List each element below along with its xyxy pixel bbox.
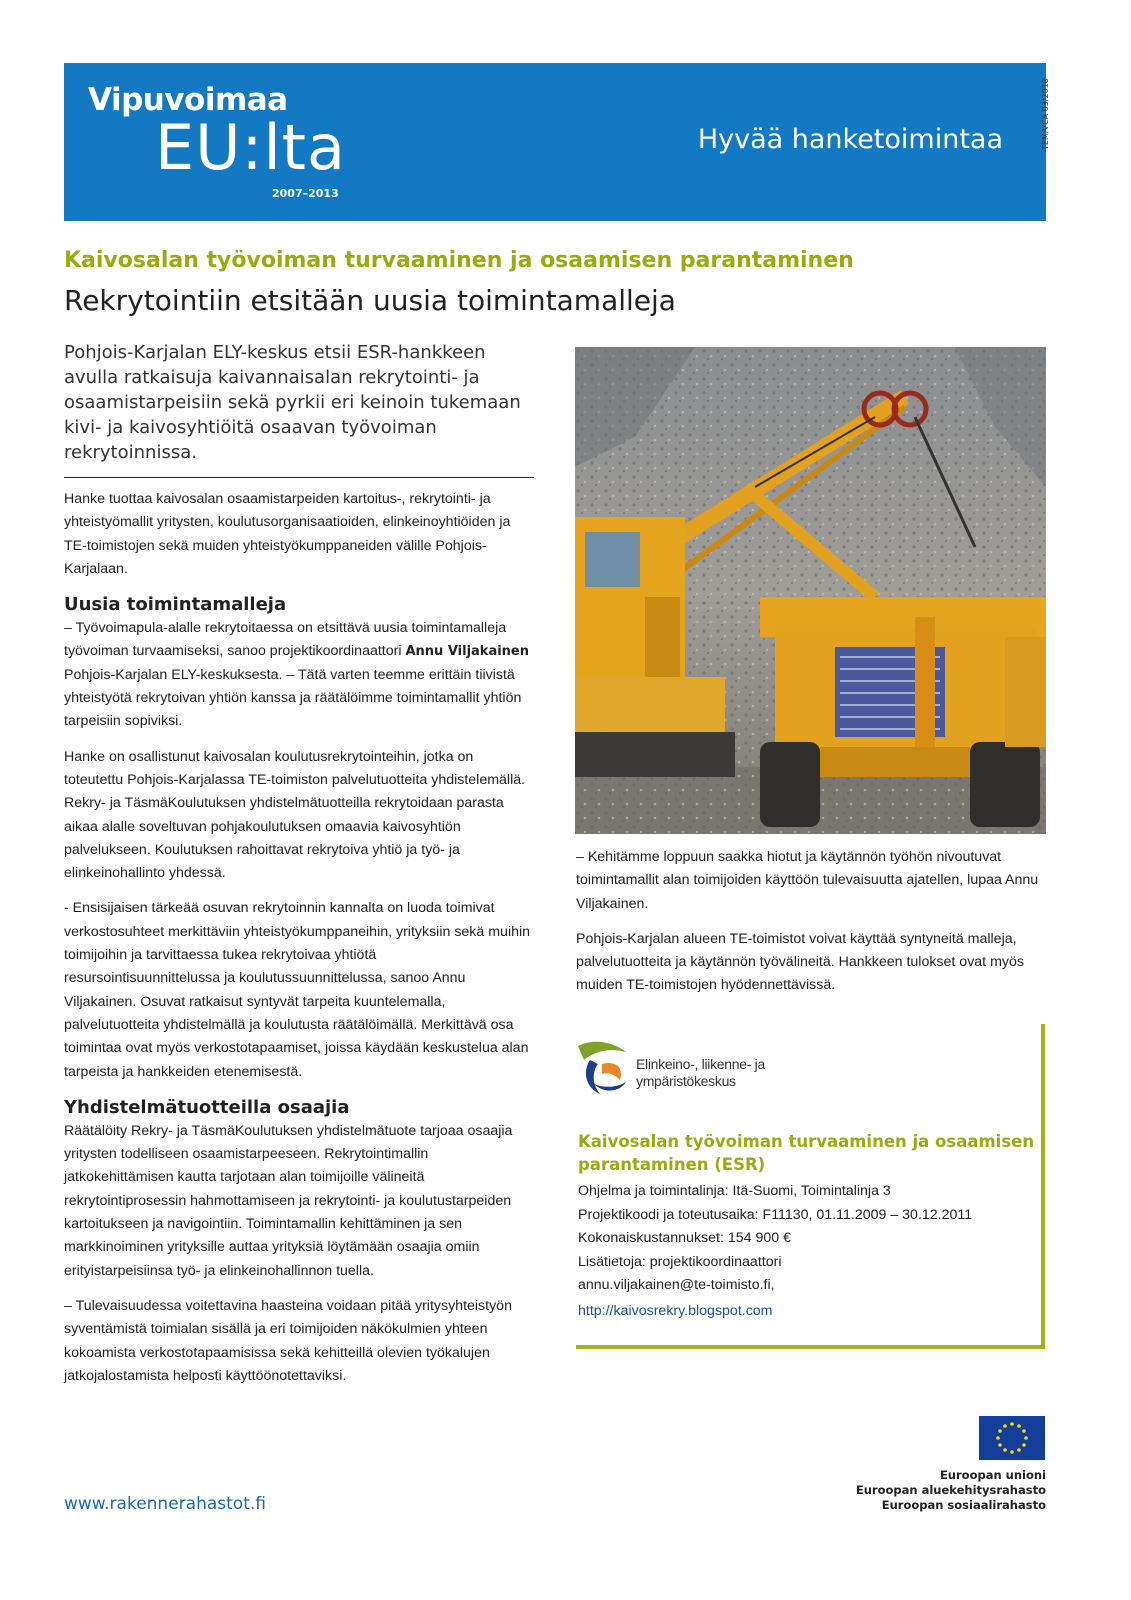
paragraph: Hanke on osallistunut kaivosalan koulutusrekrytointeihin, jotka on toteutettu Pohjois-Karjalassa TE-toimiston palvelutuotteita yhdistelemällä. Rekry- ja TäsmäKoulutuksen yhdistelmätuotteilla rekrytoidaan parasta aikaa alalle soveltuvan pohjakoulutuksen omaavia kaivosyhtiön palvelukseen. Koulutuksen rahoittavat rekrytoiva yhtiö ja työ- ja elinkeinohallinto yhdessä. [64, 748, 526, 882]
info-program: Ohjelma ja toimintalinja: Itä-Suomi, Toimintalinja 3 [578, 1183, 891, 1199]
section-heading: Uusia toimintamalleja [64, 594, 287, 616]
logo-vipuvoimaa: Vipuvoimaa [88, 82, 288, 118]
article-lead: Pohjois-Karjalan ELY-keskus etsii ESR-hankkeen avulla ratkaisuja kaivannaisalan rekrytointi- ja osaamistarpeisiin sekä pyrkii eri keinoin tukemaan kivi- ja kaivosyhtiöitä osaavan työvoiman rekrytoinnissa. [64, 342, 521, 463]
footer-website-link[interactable]: www.rakennerahastot.fi [64, 1494, 266, 1514]
info-title: Kaivosalan työvoiman turvaaminen ja osaamisen parantaminen (ESR) [578, 1132, 1035, 1174]
ely-name: Elinkeino-, liikenne- ja ympäristökeskus [636, 1056, 765, 1089]
paragraph: – Työvoimapula-alalle rekrytoitaessa on etsittävä uusia toimintamalleja työvoiman turvaamiseksi, sanoo projektikoordinaattori Annu Viljakainen Pohjois-Karjalan ELY-keskuksesta. – Tätä varten teemme erittäin tiivistä yhteistyötä rekrytoivan yhtiön kanssa ja räätälöimme toimintamallit yhtiön tarpeisiin sopiviksi. [64, 620, 529, 730]
info-project: Projektikoodi ja toteutusaika: F11130, 01.11.2009 – 30.12.2011 [578, 1206, 973, 1223]
project-blog-link[interactable]: http://kaivosrekry.blogspot.com [578, 1303, 773, 1319]
mining-photo [575, 347, 1046, 834]
info-box-border [1041, 1024, 1045, 1349]
paragraph: – Kehitämme loppuun saakka hiotut ja käytännön työhön nivoutuvat toimintamallit alan toimijoiden käyttöön tulevaisuutta ajatellen, lupaa Annu Viljakainen. [576, 849, 1039, 912]
logo-eu-lta: EU:lta [155, 111, 346, 184]
paragraph: Pohjois-Karjalan alueen TE-toimistot voivat käyttää syntyneitä malleja, palvelutuotteita ja käytännön työvälineitä. Hankkeen tulokset ovat myös muiden TE-toimistojen hyödennettävissä. [576, 930, 1024, 994]
paragraph: – Tulevaisuudessa voitettavina haasteina voidaan pitää yritysyhteistyön syventämistä toimialan sisällä ja eri toimijoiden näkökulmien yhteen kokoamista verkostotapaamisissa sekä kehitteillä olevien työkalujen jatkojalostamista helposti käyttöönotettaviksi. [64, 1297, 512, 1384]
side-code: TEM/VCA 03/2010 [1041, 78, 1050, 150]
right-column [576, 846, 1046, 1010]
ely-emblem-icon [574, 1038, 634, 1098]
eu-funding-text: Euroopan unioni Euroopan aluekehitysrahasto Euroopan sosiaalirahasto [855, 1468, 1046, 1512]
paragraph: - Ensisijaisen tärkeää osuvan rekrytoinnin kannalta on luoda toimivat verkostosuhteet merkittäviin yhteistyökumppaneihin, yrityksiin sekä muihin toimijoihin ja tarvittaessa tukea rekrytoivaa yhtiötä resursointisuunnittelussa ja koulutussuunnittelussa, sanoo Annu Viljakainen. Osuvat ratkaisut syntyvät tarpeita kuuntelemalla, palvelutuotteita yhdistelmällä ja koulutusta räätälöimällä. Merkittävä osa toimintaa ovat myös verkostotapaamiset, joissa käydään keskustelua alan tarpeista ja hankkeiden etenemisestä. [64, 900, 531, 1080]
info-cost: Kokonaiskustannukset: 154 900 € [578, 1230, 791, 1246]
section-heading: Yhdistelmätuotteilla osaajia [64, 1096, 350, 1118]
divider [64, 477, 534, 478]
eu-flag-icon [979, 1416, 1045, 1460]
article-headline: Rekrytointiin etsitään uusia toimintamalleja [64, 284, 676, 317]
info-more: Lisätietoja: projektikoordinaattori [578, 1253, 782, 1270]
header-title: Hyvää hanketoimintaa [697, 124, 1003, 155]
info-email[interactable]: annu.viljakainen@te-toimisto.fi, [578, 1277, 775, 1293]
logo-years: 2007–2013 [272, 187, 339, 200]
person-name: Annu Viljakainen [405, 644, 529, 660]
info-details [578, 1180, 1038, 1298]
info-box-border-bottom [576, 1345, 1045, 1349]
left-column [64, 488, 534, 1400]
article-kicker: Kaivosalan työvoiman turvaaminen ja osaamisen parantaminen [64, 248, 854, 273]
paragraph: Hanke tuottaa kaivosalan osaamistarpeiden kartoitus-, rekrytointi- ja yhteistyömallit yritysten, koulutusorganisaatioiden, elinkeinoyhtiöiden ja TE-toimistojen sekä muiden yhteistyökumppaneiden välille Pohjois-Karjalaan. [64, 491, 511, 577]
paragraph: Räätälöity Rekry- ja TäsmäKoulutuksen yhdistelmätuote tarjoaa osaajia yritysten todelliseen osaamistarpeeseen. Rekrytointimallin jatkokehittämisen kautta tarjotaan alan toimijoille välineitä rekrytointiprosessin hahmottamiseen ja rekrytointi- ja koulutustarpeiden kartoitukseen ja navigointiin. Toimintamallin kehittäminen ja sen markkinoiminen yrityksille auttaa yrityksiä löytämään osaajia omiin erityistarpeisiinsa työ- ja elinkeinohallinnon tuella. [64, 1122, 513, 1279]
